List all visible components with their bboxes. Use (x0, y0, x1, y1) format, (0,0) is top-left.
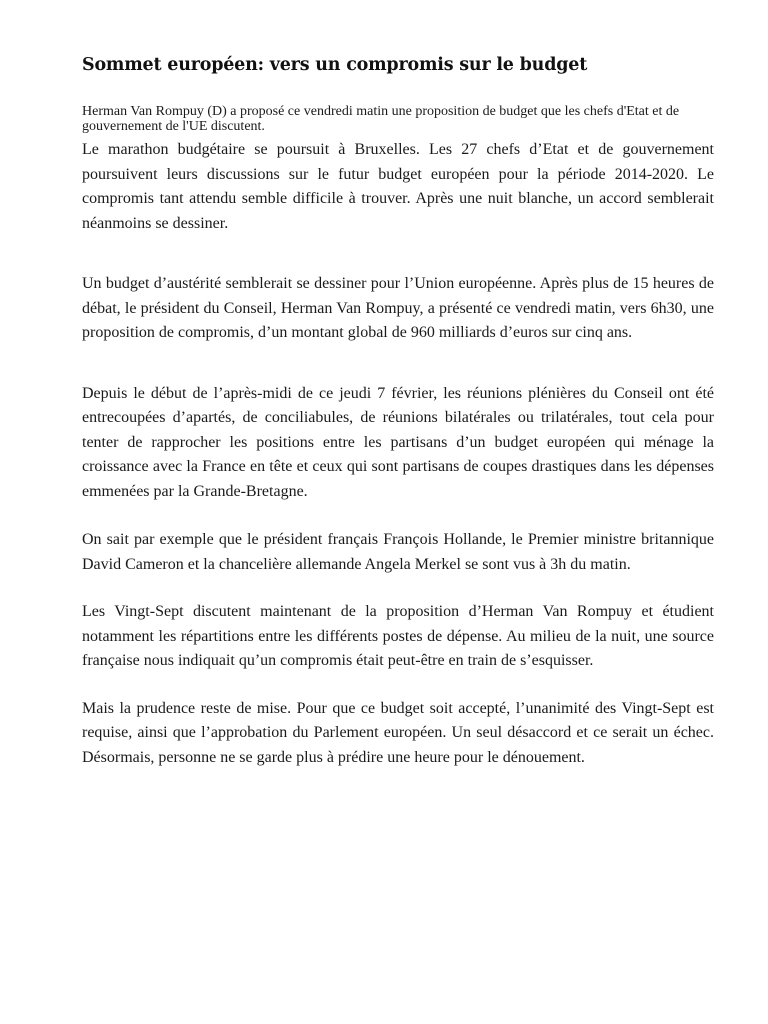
body-paragraph: Les Vingt-Sept discutent maintenant de la proposition d’Herman Van Rompuy et étudient notamment les répartitions entre les différents postes de dépense. Au milieu de la nuit, une source française nous indiquait qu’un compromis était peut-être en train de s’esquisser. (82, 603, 714, 669)
document-page (82, 52, 714, 770)
article-lead: Herman Van Rompuy (D) a proposé ce vendredi matin une proposition de budget que les chefs d'Etat et de gouvernement de l'UE discutent. (82, 104, 680, 134)
body-paragraph: Mais la prudence reste de mise. Pour que ce budget soit accepté, l’unanimité des Vingt-Sept est requise, ainsi que l’approbation du Parlement européen. Un seul désaccord et ce serait un échec. Désormais, personne ne se garde plus à prédire une heure pour le dénouement. (82, 699, 714, 766)
body-paragraph: Le marathon budgétaire se poursuit à Bruxelles. Les 27 chefs d’Etat et de gouvernement poursuivent leurs discussions sur le futur budget européen pour la période 2014-2020. Le compromis tant attendu semble difficile à trouver. Après une nuit blanche, un accord semblerait néanmoins se dessiner. (82, 141, 714, 232)
article-title: Sommet européen: vers un compromis sur le budget (82, 55, 588, 75)
body-paragraph: Un budget d’austérité semblerait se dessiner pour l’Union européenne. Après plus de 15 heures de débat, le président du Conseil, Herman Van Rompuy, a présenté ce vendredi matin, vers 6h30, une proposition de compromis, d’un montant global de 960 milliards d’euros sur cinq ans. (82, 275, 714, 341)
body-paragraph: Depuis le début de l’après-midi de ce jeudi 7 février, les réunions plénières du Conseil ont été entrecoupées d’apartés, de conciliabules, de réunions bilatérales ou trilatérales, tout cela pour tenter de rapprocher les positions entre les partisans d’un budget européen qui ménage la croissance avec la France en tête et ceux qui sont partisans de coupes drastiques dans les dépenses emmenées par la Grande-Bretagne. (82, 384, 714, 500)
article-body (82, 138, 714, 770)
body-paragraph: On sait par exemple que le président français François Hollande, le Premier ministre britannique David Cameron et la chancelière allemande Angela Merkel se sont vus à 3h du matin. (82, 531, 714, 573)
